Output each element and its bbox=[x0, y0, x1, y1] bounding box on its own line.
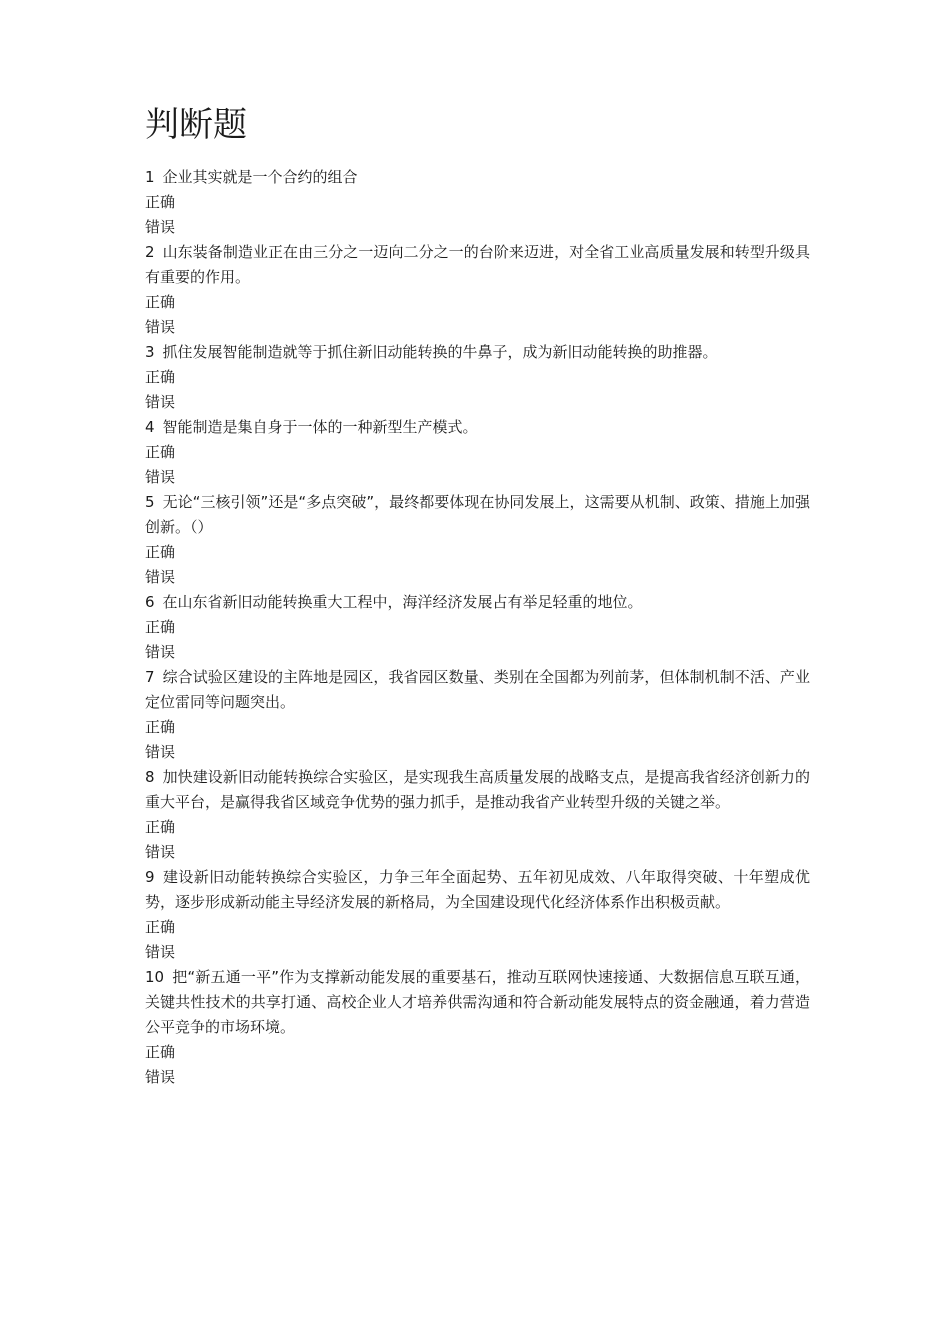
question-number: 7 bbox=[145, 668, 155, 686]
question-item bbox=[145, 165, 810, 240]
question-statement: 抓住发展智能制造就等于抓住新旧动能转换的牛鼻子，成为新旧动能转换的助推器。 bbox=[162, 343, 718, 361]
option-true[interactable]: 正确 bbox=[145, 193, 176, 211]
question-item bbox=[145, 340, 810, 415]
question-text bbox=[145, 240, 810, 290]
option-true[interactable]: 正确 bbox=[145, 818, 176, 836]
question-text bbox=[145, 965, 810, 1040]
question-item bbox=[145, 590, 810, 665]
question-item bbox=[145, 415, 810, 490]
option-true[interactable]: 正确 bbox=[145, 1043, 176, 1061]
question-statement: 山东装备制造业正在由三分之一迈向二分之一的台阶来迈进，对全省工业高质量发展和转型升级具有重要的作用。 bbox=[145, 243, 810, 286]
question-statement: 在山东省新旧动能转换重大工程中，海洋经济发展占有举足轻重的地位。 bbox=[162, 593, 643, 611]
question-item bbox=[145, 765, 810, 865]
question-number: 8 bbox=[145, 768, 155, 786]
question-statement: 综合试验区建设的主阵地是园区，我省园区数量、类别在全国都为列前茅，但体制机制不活、产业定位雷同等问题突出。 bbox=[145, 668, 810, 711]
question-statement: 加快建设新旧动能转换综合实验区，是实现我生高质量发展的战略支点，是提高我省经济创新力的重大平台，是赢得我省区域竞争优势的强力抓手，是推动我省产业转型升级的关键之举。 bbox=[145, 768, 810, 811]
option-false[interactable]: 错误 bbox=[145, 1068, 176, 1086]
question-number: 6 bbox=[145, 593, 155, 611]
question-number: 4 bbox=[145, 418, 155, 436]
option-false[interactable]: 错误 bbox=[145, 743, 176, 761]
option-false[interactable]: 错误 bbox=[145, 643, 176, 661]
question-statement: 智能制造是集自身于一体的一种新型生产模式。 bbox=[162, 418, 478, 436]
question-text bbox=[145, 165, 810, 190]
question-item bbox=[145, 965, 810, 1090]
question-text bbox=[145, 665, 810, 715]
question-number: 1 bbox=[145, 168, 155, 186]
option-true[interactable]: 正确 bbox=[145, 618, 176, 636]
option-false[interactable]: 错误 bbox=[145, 468, 176, 486]
option-false[interactable]: 错误 bbox=[145, 943, 176, 961]
option-true[interactable]: 正确 bbox=[145, 543, 176, 561]
question-statement: 把“新五通一平”作为支撑新动能发展的重要基石，推动互联网快速接通、大数据信息互联互通，关键共性技术的共享打通、高校企业人才培养供需沟通和符合新动能发展特点的资金融通，着力营造公平竞争的市场环境。 bbox=[145, 968, 810, 1036]
option-false[interactable]: 错误 bbox=[145, 318, 176, 336]
option-true[interactable]: 正确 bbox=[145, 293, 176, 311]
question-number: 5 bbox=[145, 493, 155, 511]
question-number: 9 bbox=[145, 868, 155, 886]
question-number: 10 bbox=[145, 968, 165, 986]
question-text bbox=[145, 340, 810, 365]
question-text bbox=[145, 590, 810, 615]
option-true[interactable]: 正确 bbox=[145, 443, 176, 461]
question-item bbox=[145, 665, 810, 765]
option-false[interactable]: 错误 bbox=[145, 393, 176, 411]
question-text bbox=[145, 865, 810, 915]
option-true[interactable]: 正确 bbox=[145, 718, 176, 736]
question-statement: 企业其实就是一个合约的组合 bbox=[162, 168, 358, 186]
question-text bbox=[145, 415, 810, 440]
option-false[interactable]: 错误 bbox=[145, 568, 176, 586]
question-item bbox=[145, 490, 810, 590]
page-title: 判断题 bbox=[145, 105, 247, 145]
option-true[interactable]: 正确 bbox=[145, 918, 176, 936]
question-item bbox=[145, 240, 810, 340]
question-number: 3 bbox=[145, 343, 155, 361]
option-false[interactable]: 错误 bbox=[145, 843, 176, 861]
question-statement: 建设新旧动能转换综合实验区，力争三年全面起势、五年初见成效、八年取得突破、十年塑成优势，逐步形成新动能主导经济发展的新格局，为全国建设现代化经济体系作出积极贡献。 bbox=[145, 868, 810, 911]
option-false[interactable]: 错误 bbox=[145, 218, 176, 236]
question-item bbox=[145, 865, 810, 965]
option-true[interactable]: 正确 bbox=[145, 368, 176, 386]
question-list bbox=[145, 165, 810, 1090]
question-text bbox=[145, 765, 810, 815]
question-number: 2 bbox=[145, 243, 155, 261]
question-text bbox=[145, 490, 810, 540]
question-statement: 无论“三核引领”还是“多点突破”，最终都要体现在协同发展上，这需要从机制、政策、措施上加强创新。（） bbox=[145, 493, 810, 536]
